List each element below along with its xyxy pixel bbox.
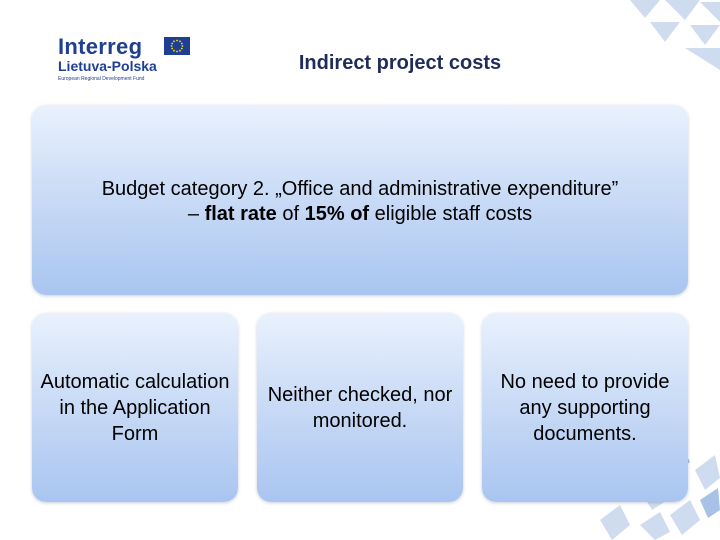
line2-suffix: eligible staff costs (369, 203, 533, 225)
logo-region: Lietuva-Polska (58, 58, 157, 74)
flat-rate-label: flat rate (204, 203, 277, 225)
logo-brand: Interreg (58, 34, 143, 59)
budget-category-line1: Budget category 2. „Office and administrative expenditure” (101, 178, 619, 200)
line2-mid: of (276, 203, 305, 225)
slide-title: Indirect project costs (298, 52, 502, 74)
line2-prefix: – (187, 203, 205, 225)
interreg-logo (58, 34, 198, 84)
budget-category-text (32, 177, 688, 227)
budget-category-line2 (32, 202, 688, 227)
not-checked-text: Neither checked, nor monitored. (267, 383, 453, 432)
budget-category-box (32, 105, 688, 295)
automatic-calculation-text: Automatic calculation in the Application Form (40, 370, 230, 445)
eu-flag-icon (164, 37, 190, 55)
no-documents-text: No need to provide any supporting documents. (500, 370, 670, 445)
automatic-calculation-box (32, 313, 238, 502)
not-checked-box (257, 313, 463, 502)
logo-fund: European Regional Development Fund (58, 76, 145, 82)
no-documents-box (482, 313, 688, 502)
percent-label: 15% of (304, 203, 370, 225)
